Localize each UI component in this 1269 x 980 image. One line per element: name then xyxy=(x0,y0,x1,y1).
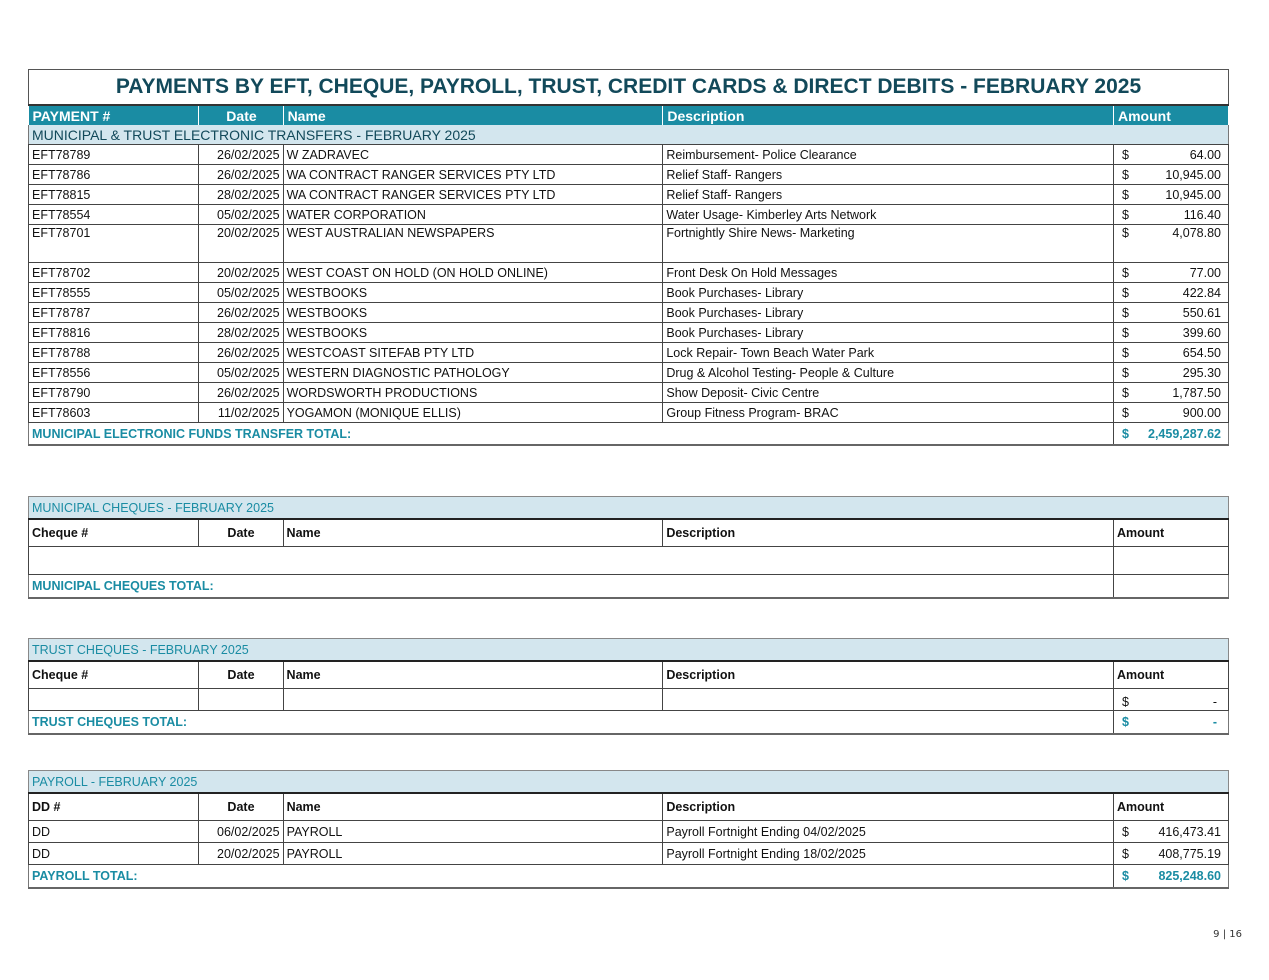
payment-description: Book Purchases- Library xyxy=(663,323,1114,343)
payroll-section-title: PAYROLL - FEBRUARY 2025 xyxy=(29,771,1229,794)
amount-value: 422.84 xyxy=(1182,285,1221,300)
currency-symbol: $ xyxy=(1122,207,1129,222)
header-name: Name xyxy=(283,793,663,821)
payment-amount xyxy=(1114,403,1229,423)
trust-total-value: - xyxy=(1212,715,1217,729)
eft-total-amount xyxy=(1114,423,1229,446)
currency-symbol: $ xyxy=(1122,325,1129,340)
eft-total-row xyxy=(29,423,1229,446)
payment-number: EFT78786 xyxy=(29,165,199,185)
payment-amount xyxy=(1114,145,1229,165)
header-amount: Amount xyxy=(1113,519,1228,547)
payment-date: 05/02/2025 xyxy=(199,363,283,383)
payee-name: WESTBOOKS xyxy=(283,323,663,343)
eft-total-value: 2,459,287.62 xyxy=(1148,426,1221,441)
payment-amount xyxy=(1114,323,1229,343)
payment-date: 20/02/2025 xyxy=(199,225,283,263)
empty-amount-cell xyxy=(1113,547,1228,575)
payment-amount xyxy=(1114,383,1229,403)
currency-symbol: $ xyxy=(1121,869,1129,883)
currency-symbol: $ xyxy=(1122,405,1129,420)
table-row xyxy=(29,145,1229,165)
header-description: Description xyxy=(663,105,1114,125)
amount-value: 77.00 xyxy=(1189,265,1221,280)
payment-description: Payroll Fortnight Ending 04/02/2025 xyxy=(663,821,1114,843)
currency-symbol: $ xyxy=(1122,385,1129,400)
currency-symbol: $ xyxy=(1122,285,1129,300)
header-description: Description xyxy=(663,661,1114,689)
header-cheque-number: Cheque # xyxy=(29,519,199,547)
payment-number: EFT78788 xyxy=(29,343,199,363)
trust-cheques-section-row xyxy=(29,639,1229,662)
table-row xyxy=(29,303,1229,323)
eft-header-row xyxy=(29,105,1229,125)
table-row xyxy=(29,323,1229,343)
payment-number: EFT78789 xyxy=(29,145,199,165)
trust-cheques-section-title: TRUST CHEQUES - FEBRUARY 2025 xyxy=(29,639,1229,662)
header-date: Date xyxy=(199,661,283,689)
payment-amount xyxy=(1114,343,1229,363)
payment-date: 06/02/2025 xyxy=(199,821,283,843)
municipal-cheques-section-title: MUNICIPAL CHEQUES - FEBRUARY 2025 xyxy=(29,497,1229,520)
payee-name: WESTERN DIAGNOSTIC PATHOLOGY xyxy=(283,363,663,383)
currency-symbol: $ xyxy=(1121,824,1129,839)
table-row xyxy=(29,363,1229,383)
amount-value: 654.50 xyxy=(1182,345,1221,360)
table-row xyxy=(29,403,1229,423)
amount-value: 900.00 xyxy=(1182,405,1221,420)
payment-description: Lock Repair- Town Beach Water Park xyxy=(663,343,1114,363)
trust-cheques-total-row xyxy=(29,711,1229,735)
amount-value: 408,775.19 xyxy=(1158,846,1221,861)
header-date: Date xyxy=(199,793,283,821)
table-row xyxy=(29,165,1229,185)
payment-description: Front Desk On Hold Messages xyxy=(663,263,1114,283)
amount-value: 1,787.50 xyxy=(1172,385,1221,400)
currency-symbol: $ xyxy=(1121,846,1129,861)
eft-total-label: MUNICIPAL ELECTRONIC FUNDS TRANSFER TOTAL: xyxy=(29,423,1114,446)
amount-value: 10,945.00 xyxy=(1165,187,1221,202)
municipal-cheques-header-row xyxy=(29,519,1229,547)
payment-date: 28/02/2025 xyxy=(199,323,283,343)
payment-number: EFT78816 xyxy=(29,323,199,343)
payment-description: Relief Staff- Rangers xyxy=(663,185,1114,205)
payroll-header-row xyxy=(29,793,1229,821)
empty-cell xyxy=(199,689,283,711)
payment-date: 26/02/2025 xyxy=(199,145,283,165)
payment-description: Reimbursement- Police Clearance xyxy=(663,145,1114,165)
trust-cheques-total-amount xyxy=(1113,711,1228,735)
table-row xyxy=(29,205,1229,225)
title-row xyxy=(29,70,1229,106)
municipal-cheques-block xyxy=(28,496,1229,599)
municipal-cheques-empty-row xyxy=(29,547,1229,575)
municipal-cheques-total-label: MUNICIPAL CHEQUES TOTAL: xyxy=(29,575,1114,599)
payment-description: Water Usage- Kimberley Arts Network xyxy=(663,205,1114,225)
currency-symbol: $ xyxy=(1122,226,1129,240)
trust-cheques-header-row xyxy=(29,661,1229,689)
table-row xyxy=(29,283,1229,303)
payee-name: WATER CORPORATION xyxy=(283,205,663,225)
currency-symbol: $ xyxy=(1121,715,1129,729)
payment-description: Book Purchases- Library xyxy=(663,303,1114,323)
payment-date: 26/02/2025 xyxy=(199,343,283,363)
payment-date: 11/02/2025 xyxy=(199,403,283,423)
municipal-cheques-table xyxy=(28,496,1229,599)
payment-number: EFT78790 xyxy=(29,383,199,403)
payment-amount xyxy=(1114,185,1229,205)
municipal-cheques-total-amount xyxy=(1113,575,1228,599)
currency-symbol: $ xyxy=(1122,187,1129,202)
payment-number: EFT78815 xyxy=(29,185,199,205)
currency-symbol: $ xyxy=(1122,365,1129,380)
payroll-total-amount xyxy=(1113,865,1228,889)
payroll-section-row xyxy=(29,771,1229,794)
payment-amount xyxy=(1114,303,1229,323)
eft-rows xyxy=(29,145,1229,423)
amount-value: 550.61 xyxy=(1182,305,1221,320)
currency-symbol: $ xyxy=(1122,426,1129,441)
payee-name: WESTBOOKS xyxy=(283,283,663,303)
currency-symbol: $ xyxy=(1122,345,1129,360)
payment-description: Payroll Fortnight Ending 18/02/2025 xyxy=(663,843,1114,865)
payment-description: Relief Staff- Rangers xyxy=(663,165,1114,185)
payee-name: WA CONTRACT RANGER SERVICES PTY LTD xyxy=(283,185,663,205)
payment-date: 28/02/2025 xyxy=(199,185,283,205)
payment-description: Book Purchases- Library xyxy=(663,283,1114,303)
eft-table xyxy=(28,69,1229,446)
header-description: Description xyxy=(663,519,1114,547)
table-row xyxy=(29,843,1229,865)
payment-number: EFT78702 xyxy=(29,263,199,283)
trust-cheques-total-label: TRUST CHEQUES TOTAL: xyxy=(29,711,1114,735)
header-name: Name xyxy=(283,519,663,547)
trust-cheques-empty-row xyxy=(29,689,1229,711)
amount-value: 416,473.41 xyxy=(1158,824,1221,839)
payment-description: Show Deposit- Civic Centre xyxy=(663,383,1114,403)
payee-name: WEST COAST ON HOLD (ON HOLD ONLINE) xyxy=(283,263,663,283)
trust-cheques-table xyxy=(28,638,1229,735)
payment-date: 20/02/2025 xyxy=(199,843,283,865)
table-row xyxy=(29,821,1229,843)
amount-value: 399.60 xyxy=(1182,325,1221,340)
payment-date: 26/02/2025 xyxy=(199,383,283,403)
empty-cell xyxy=(29,689,199,711)
header-dd-number: DD # xyxy=(29,793,199,821)
empty-cell xyxy=(29,547,1114,575)
municipal-cheques-section-row xyxy=(29,497,1229,520)
payment-amount xyxy=(1113,821,1228,843)
header-amount: Amount xyxy=(1114,105,1229,125)
header-amount: Amount xyxy=(1113,661,1228,689)
payment-amount xyxy=(1114,205,1229,225)
payment-date: 26/02/2025 xyxy=(199,303,283,323)
header-cheque-number: Cheque # xyxy=(29,661,199,689)
payment-amount xyxy=(1114,363,1229,383)
payee-name: WORDSWORTH PRODUCTIONS xyxy=(283,383,663,403)
currency-symbol: $ xyxy=(1122,305,1129,320)
header-name: Name xyxy=(283,661,663,689)
payment-number: EFT78603 xyxy=(29,403,199,423)
currency-symbol: $ xyxy=(1121,695,1129,709)
trust-blank-value: - xyxy=(1212,695,1217,709)
currency-symbol: $ xyxy=(1122,265,1129,280)
empty-cell xyxy=(283,689,663,711)
payee-name: WA CONTRACT RANGER SERVICES PTY LTD xyxy=(283,165,663,185)
table-row xyxy=(29,185,1229,205)
payroll-total-value: 825,248.60 xyxy=(1158,869,1221,883)
payee-name: PAYROLL xyxy=(283,843,663,865)
payment-date: 26/02/2025 xyxy=(199,165,283,185)
payee-name: PAYROLL xyxy=(283,821,663,843)
eft-section-row xyxy=(29,125,1229,145)
payee-name: W ZADRAVEC xyxy=(283,145,663,165)
table-row xyxy=(29,343,1229,363)
eft-table-block xyxy=(28,69,1229,446)
header-payment: PAYMENT # xyxy=(29,105,199,125)
payment-date: 05/02/2025 xyxy=(199,283,283,303)
payee-name: WESTBOOKS xyxy=(283,303,663,323)
payment-amount xyxy=(1114,225,1229,263)
payment-number: EFT78787 xyxy=(29,303,199,323)
payment-number: EFT78556 xyxy=(29,363,199,383)
header-date: Date xyxy=(199,105,283,125)
header-name: Name xyxy=(283,105,663,125)
payment-amount xyxy=(1114,263,1229,283)
payment-amount xyxy=(1114,283,1229,303)
table-row xyxy=(29,225,1229,263)
header-date: Date xyxy=(199,519,283,547)
table-row xyxy=(29,383,1229,403)
trust-cheques-block xyxy=(28,638,1229,735)
payroll-total-label: PAYROLL TOTAL: xyxy=(29,865,1114,889)
trust-blank-amount xyxy=(1113,689,1228,711)
payment-description: Fortnightly Shire News- Marketing xyxy=(663,225,1114,263)
payee-name: WESTCOAST SITEFAB PTY LTD xyxy=(283,343,663,363)
payment-number: DD xyxy=(29,843,199,865)
payment-number: DD xyxy=(29,821,199,843)
table-row xyxy=(29,263,1229,283)
payment-description: Group Fitness Program- BRAC xyxy=(663,403,1114,423)
payroll-total-row xyxy=(29,865,1229,889)
amount-value: 10,945.00 xyxy=(1165,167,1221,182)
currency-symbol: $ xyxy=(1122,167,1129,182)
amount-value: 116.40 xyxy=(1183,207,1221,222)
header-description: Description xyxy=(663,793,1114,821)
payment-number: EFT78554 xyxy=(29,205,199,225)
payment-date: 05/02/2025 xyxy=(199,205,283,225)
amount-value: 295.30 xyxy=(1182,365,1221,380)
payment-number: EFT78701 xyxy=(29,225,199,263)
payee-name: WEST AUSTRALIAN NEWSPAPERS xyxy=(283,225,663,263)
payment-amount xyxy=(1114,165,1229,185)
header-amount: Amount xyxy=(1113,793,1228,821)
eft-section-title: MUNICIPAL & TRUST ELECTRONIC TRANSFERS - FEBRUARY 2025 xyxy=(29,125,1229,145)
payroll-rows xyxy=(29,821,1229,865)
page-number: 9 | 16 xyxy=(1213,929,1242,940)
amount-value: 64.00 xyxy=(1189,147,1221,162)
payee-name: YOGAMON (MONIQUE ELLIS) xyxy=(283,403,663,423)
amount-value: 4,078.80 xyxy=(1172,226,1221,240)
payment-amount xyxy=(1113,843,1228,865)
currency-symbol: $ xyxy=(1122,147,1129,162)
payment-date: 20/02/2025 xyxy=(199,263,283,283)
payment-number: EFT78555 xyxy=(29,283,199,303)
municipal-cheques-total-row xyxy=(29,575,1229,599)
payment-description: Drug & Alcohol Testing- People & Culture xyxy=(663,363,1114,383)
payroll-block xyxy=(28,770,1229,889)
empty-cell xyxy=(663,689,1114,711)
payroll-table xyxy=(28,770,1229,889)
page-title: PAYMENTS BY EFT, CHEQUE, PAYROLL, TRUST, CREDIT CARDS & DIRECT DEBITS - FEBRUARY 2025 xyxy=(29,70,1229,106)
